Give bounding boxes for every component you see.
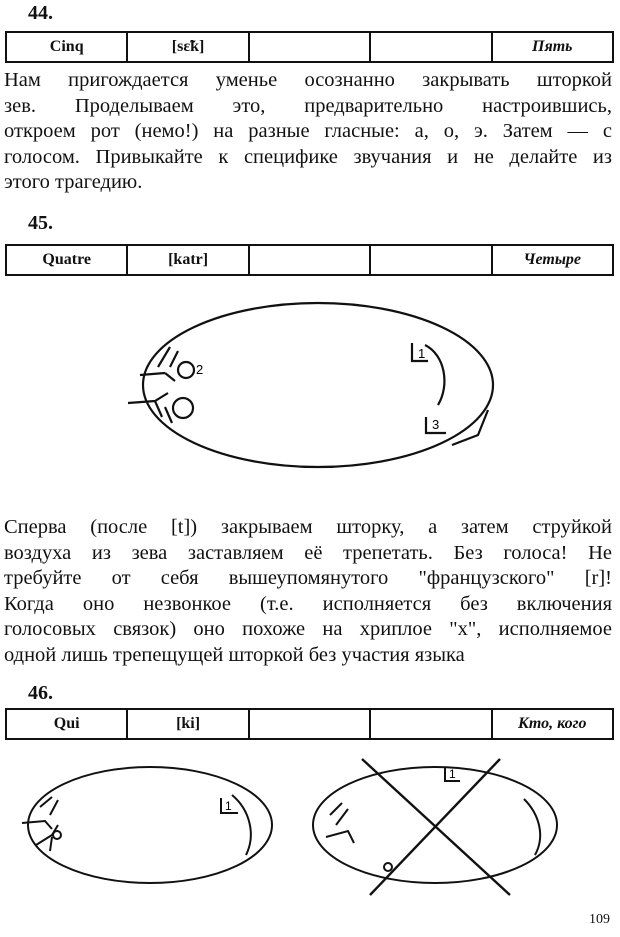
- teeth-circle: [384, 863, 392, 871]
- mouth-diagram-45: [0, 295, 620, 485]
- text-line: Сперва (после [t]) закрываем шторку, а затем струйкой: [4, 516, 612, 538]
- mouth-outline: [143, 303, 493, 467]
- empty-cell: [370, 32, 491, 62]
- throat-line: [452, 410, 488, 445]
- uvula-curtain: [232, 795, 251, 855]
- teeth-circle: [178, 362, 194, 378]
- empty-cell: [249, 32, 370, 62]
- page-number: 109: [589, 912, 610, 927]
- word-cell: Qui: [6, 709, 127, 739]
- diagram-label: 1: [449, 767, 456, 781]
- mouth-diagrams-46: [0, 755, 620, 905]
- text-line: одной лишь трепещущей шторкой без участия языка: [4, 643, 465, 666]
- mouth-outline: [28, 767, 272, 883]
- text-line: зев. Проделываем это, предварительно настроившись,: [4, 94, 612, 117]
- text-line: этого трагедию.: [4, 171, 143, 193]
- text-line: откроем рот (немо!) на разные гласные: а, о, э. Затем — с: [4, 120, 612, 142]
- transcription-cell: [ki]: [127, 709, 248, 739]
- diagram-label: 2: [196, 362, 204, 377]
- diagram-label: 3: [432, 417, 440, 432]
- vocab-table-44: [5, 31, 614, 63]
- lips-strokes: [326, 803, 354, 843]
- text-line: Нам пригождается уменье осознанно закрывать шторкой: [4, 69, 612, 91]
- cross-line: [370, 759, 500, 895]
- empty-cell: [249, 245, 370, 275]
- empty-cell: [249, 709, 370, 739]
- exercise-number-46: 46.: [28, 682, 53, 704]
- uvula-curtain: [524, 799, 540, 855]
- text-line: требуйте от себя вышеупомянутого "французского" [r]!: [4, 567, 612, 589]
- text-line: Когда оно незвонкое (т.е. исполняется без включения: [4, 592, 612, 615]
- empty-cell: [370, 709, 491, 739]
- exercise-45-text: [4, 515, 612, 668]
- text-line: голосовых связок) оно похоже на хриплое "х", исполняемое: [4, 618, 612, 640]
- diagram-label: 1: [418, 346, 426, 361]
- translation-cell: Четыре: [492, 245, 613, 275]
- text-line: голосом. Привыкайте к специфике звучания и не делайте из: [4, 145, 612, 168]
- exercise-44-text: [4, 68, 612, 196]
- uvula-curtain: [425, 345, 444, 405]
- transcription-cell: [katr]: [127, 245, 248, 275]
- exercise-number-45: 45.: [28, 212, 53, 234]
- diagram-label: 1: [225, 799, 232, 813]
- transcription-cell: [sε̃k]: [127, 32, 248, 62]
- translation-cell: Кто, кого: [492, 709, 613, 739]
- translation-cell: Пять: [492, 32, 613, 62]
- word-cell: Cinq: [6, 32, 127, 62]
- teeth-circle: [53, 831, 61, 839]
- text-line: воздуха из зева заставляем её трепетать. Без голоса! Не: [4, 541, 612, 564]
- word-cell: Quatre: [6, 245, 127, 275]
- vocab-table-46: [5, 708, 614, 740]
- empty-cell: [370, 245, 491, 275]
- vocab-table-45: [5, 244, 614, 276]
- exercise-number-44: 44.: [28, 2, 53, 24]
- teeth-circle: [173, 398, 193, 418]
